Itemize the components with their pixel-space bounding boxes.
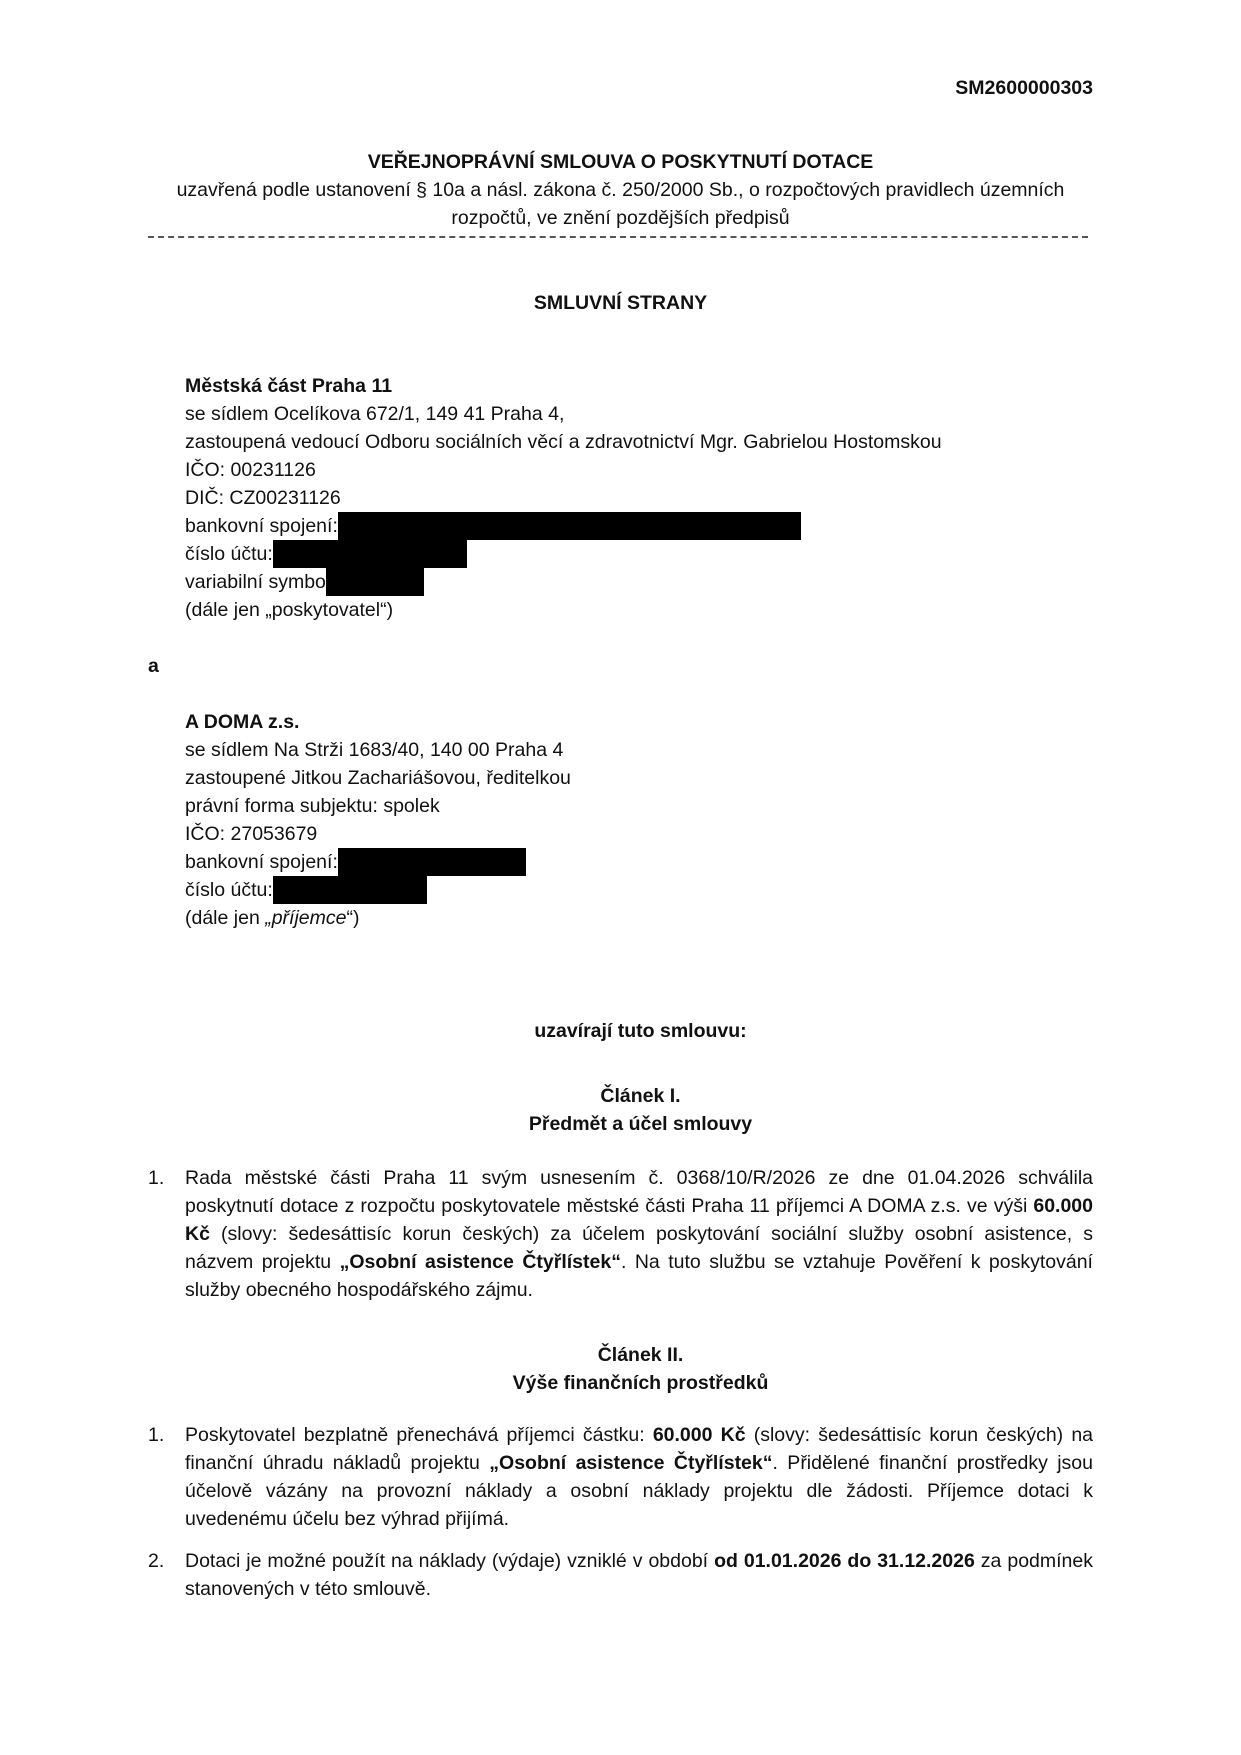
dashed-separator [148,236,1088,238]
list-number: 2. [148,1550,165,1572]
article2-item1 [185,1421,1093,1533]
provider-account-label: číslo účtu: [185,543,273,565]
document-subtitle-line1: uzavřená podle ustanovení § 10a a násl. zákona č. 250/2000 Sb., o rozpočtových pravidlech územních [176,179,1065,201]
para-bold: 60.000 Kč [652,1424,746,1446]
recipient-ico: IČO: 27053679 [185,823,318,845]
alias-name: „příjemce [265,907,347,929]
alias-name: poskytovatel [271,599,381,621]
redaction-bar [326,568,424,596]
provider-bank-label: bankovní spojení: [185,515,338,537]
para-text: Dotaci je možné použít na náklady (výdaje) vzniklé v období [185,1550,715,1572]
document-id: SM2600000303 [955,77,1093,99]
provider-dic: DIČ: CZ00231126 [185,487,341,509]
recipient-block [185,708,571,932]
redaction-bar [273,876,427,904]
recipient-legal-form: právní forma subjektu: spolek [185,795,440,817]
recipient-alias [185,904,571,932]
para-text: . Na tuto službu se vztahuje Pověření k poskytování služby obecného hospodářského zájmu. [185,1251,1093,1301]
redaction-bar [338,512,801,540]
document-subtitle-line2: rozpočtů, ve znění pozdějších předpisů [451,207,790,229]
recipient-bank-row [185,848,571,876]
para-text: (slovy: šedesáttisíc korun českých) na finanční úhradu nákladů projektu [185,1424,1094,1474]
recipient-seat: se sídlem Na Strži 1683/40, 140 00 Praha 4 [185,739,564,761]
provider-block [185,372,942,624]
para-text: (slovy: šedesáttisíc korun českých) za účelem poskytování sociální služby osobní asistence, s názvem projektu [185,1223,1093,1273]
provider-represented: zastoupená vedoucí Odboru sociálních věcí a zdravotnictví Mgr. Gabrielou Hostomskou [185,431,942,453]
alias-prefix: (dále jen „ [185,599,272,621]
para-text: Rada městské části Praha 11 svým usnesením č. 0368/10/R/2026 ze dne 01.04.2026 schválila poskytnutí dotace z rozpočtu poskytovatele městské části Praha 11 příjemci A DOMA z.s. ve výši [185,1167,1093,1217]
list-number: 1. [148,1167,165,1189]
alias-suffix: “) [346,907,360,929]
para-text: za podmínek stanovených v této smlouvě. [185,1550,1093,1600]
conclude-line: uzavírají tuto smlouvu: [534,1020,747,1042]
article2-number: Článek II. [597,1344,684,1366]
provider-bank-row [185,512,942,540]
conjunction: a [148,655,159,677]
parties-heading: SMLUVNÍ STRANY [533,292,708,314]
para-bold: od 01.01.2026 do 31.12.2026 [714,1550,975,1572]
document-title: VEŘEJNOPRÁVNÍ SMLOUVA O POSKYTNUTÍ DOTACE [367,151,874,173]
alias-prefix: (dále jen [185,907,266,929]
redaction-bar [273,540,467,568]
article2-item2 [185,1547,1093,1603]
provider-name: Městská část Praha 11 [185,375,393,397]
para-text: . Přidělené finanční prostředky jsou účelově vázány na provozní náklady a osobní náklady projektu dle žádosti. Příjemce dotaci k uvedenému účelu bez výhrad přijímá. [185,1452,1093,1530]
alias-suffix: “) [380,599,394,621]
provider-seat: se sídlem Ocelíkova 672/1, 149 41 Praha 4, [185,403,565,425]
para-bold: „Osobní asistence Čtyřlístek“ [489,1452,773,1474]
provider-account-row [185,540,942,568]
para-text: Poskytovatel bezplatně přenechává příjemci částku: [185,1424,653,1446]
recipient-bank-label: bankovní spojení: [185,851,338,873]
provider-vs-label: variabilní symbo [185,571,326,593]
redaction-bar [338,848,526,876]
article1-title: Předmět a účel smlouvy [528,1113,753,1135]
article1-number: Článek I. [600,1085,681,1107]
para-bold: 60.000 Kč [185,1195,1093,1245]
list-number: 1. [148,1424,165,1446]
provider-vs-row [185,568,942,596]
provider-ico: IČO: 00231126 [185,459,316,481]
para-bold: „Osobní asistence Čtyřlístek“ [339,1251,621,1273]
article2-title: Výše finančních prostředků [512,1372,769,1394]
recipient-represented: zastoupené Jitkou Zachariášovou, ředitelkou [185,767,571,789]
article1-item1 [185,1164,1093,1304]
recipient-account-row [185,876,571,904]
recipient-name: A DOMA z.s. [185,711,300,733]
recipient-account-label: číslo účtu: [185,879,273,901]
provider-alias [185,596,942,624]
